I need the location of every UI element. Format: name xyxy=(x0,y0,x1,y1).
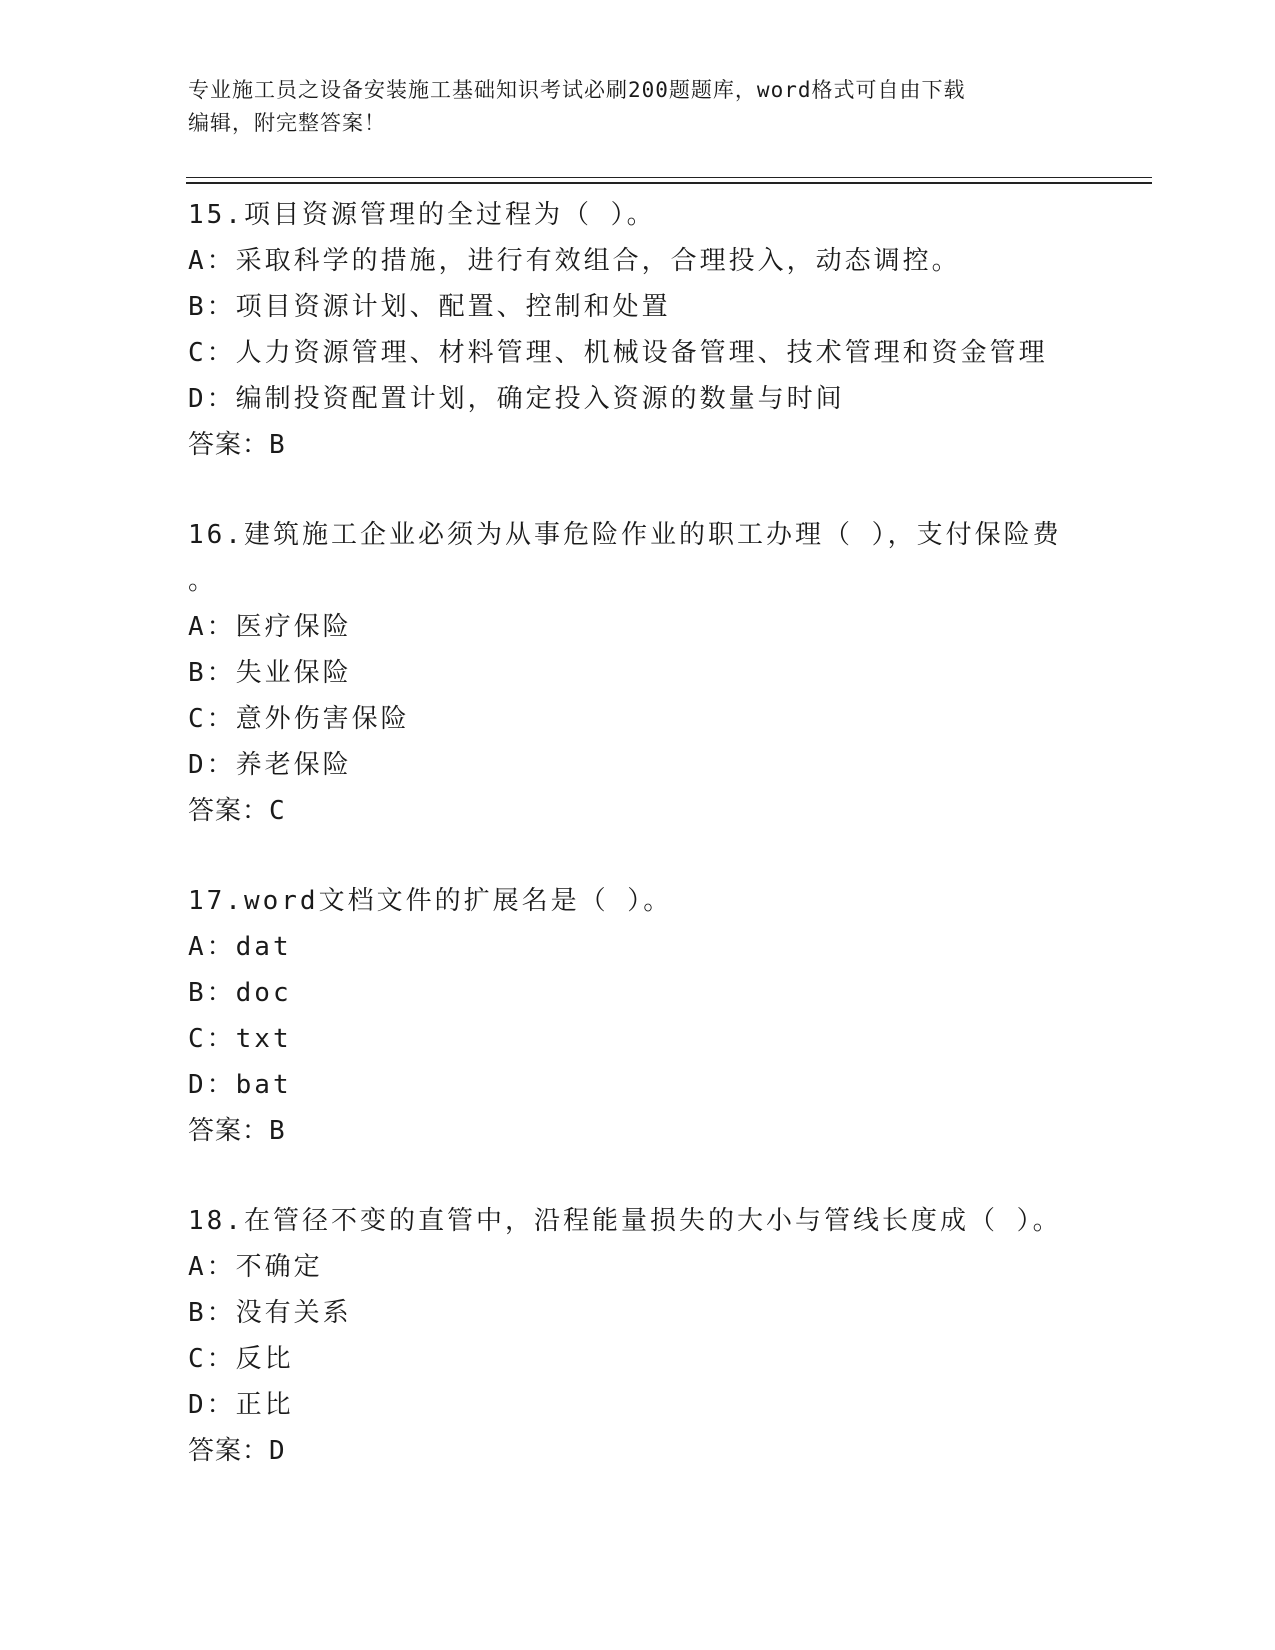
header-line-2: 编辑，附完整答案！ xyxy=(188,111,386,135)
option-c: C：人力资源管理、材料管理、机械设备管理、技术管理和资金管理 xyxy=(188,338,1048,368)
option-c: C：反比 xyxy=(188,1344,294,1374)
question-list xyxy=(188,192,1068,1518)
option-b: B：项目资源计划、配置、控制和处置 xyxy=(188,292,671,322)
option-d: D：正比 xyxy=(188,1390,294,1420)
question-stem: 16.建筑施工企业必须为从事危险作业的职工办理（ ），支付保险费 xyxy=(188,520,1062,550)
question-stem-continuation: 。 xyxy=(188,566,218,596)
question-18 xyxy=(188,1198,1068,1474)
question-stem: 18.在管径不变的直管中，沿程能量损失的大小与管线长度成（ ）。 xyxy=(188,1206,1062,1236)
option-b: B：失业保险 xyxy=(188,658,352,688)
header-divider-bottom xyxy=(186,182,1152,184)
question-stem: 15.项目资源管理的全过程为（ ）。 xyxy=(188,200,656,230)
option-a: A：不确定 xyxy=(188,1252,323,1282)
option-b: B：doc xyxy=(188,978,292,1008)
option-a: A：dat xyxy=(188,932,292,962)
header-line-1: 专业施工员之设备安装施工基础知识考试必刷200题题库，word格式可自由下载 xyxy=(188,78,966,102)
question-15 xyxy=(188,192,1068,468)
answer: 答案：B xyxy=(188,430,286,460)
question-stem: 17.word文档文件的扩展名是（ ）。 xyxy=(188,886,673,916)
option-a: A：医疗保险 xyxy=(188,612,352,642)
option-c: C：txt xyxy=(188,1024,292,1054)
answer: 答案：B xyxy=(188,1116,286,1146)
question-17 xyxy=(188,878,1068,1154)
option-d: D：养老保险 xyxy=(188,750,352,780)
option-d: D：编制投资配置计划，确定投入资源的数量与时间 xyxy=(188,384,845,414)
option-c: C：意外伤害保险 xyxy=(188,704,410,734)
answer: 答案：C xyxy=(188,796,286,826)
document-header xyxy=(188,74,1088,140)
option-a: A：采取科学的措施，进行有效组合，合理投入，动态调控。 xyxy=(188,246,961,276)
answer: 答案：D xyxy=(188,1436,286,1466)
option-b: B：没有关系 xyxy=(188,1298,352,1328)
option-d: D：bat xyxy=(188,1070,292,1100)
header-divider-top xyxy=(186,177,1152,178)
question-16 xyxy=(188,512,1068,834)
